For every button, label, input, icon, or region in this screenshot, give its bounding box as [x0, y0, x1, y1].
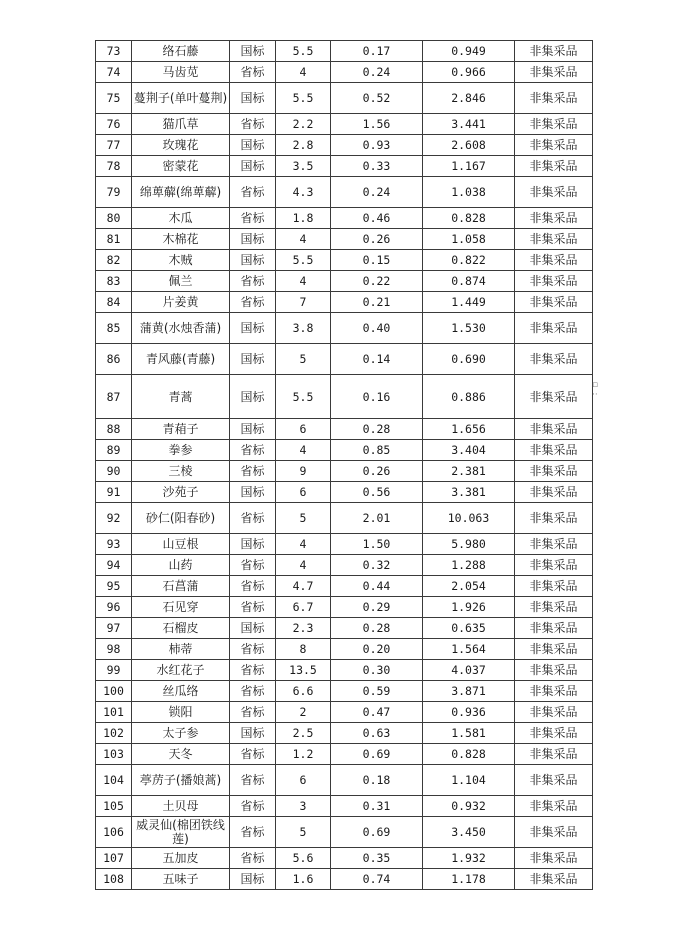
- value-a: 0.40: [331, 313, 423, 344]
- price-value: 4: [276, 534, 331, 555]
- row-number: 79: [96, 177, 132, 208]
- procurement-type: 非集采品: [515, 461, 593, 482]
- value-b: 0.690: [423, 344, 515, 375]
- procurement-type: 非集采品: [515, 344, 593, 375]
- price-value: 5: [276, 817, 331, 848]
- price-value: 1.8: [276, 208, 331, 229]
- price-value: 6.7: [276, 597, 331, 618]
- value-a: 0.85: [331, 440, 423, 461]
- standard-type: 省标: [230, 503, 276, 534]
- procurement-type: 非集采品: [515, 292, 593, 313]
- value-a: 0.46: [331, 208, 423, 229]
- value-a: 0.29: [331, 597, 423, 618]
- procurement-type: 非集采品: [515, 597, 593, 618]
- row-number: 83: [96, 271, 132, 292]
- table-row: [96, 250, 593, 271]
- price-value: 5.5: [276, 83, 331, 114]
- standard-type: 国标: [230, 618, 276, 639]
- standard-type: 省标: [230, 292, 276, 313]
- value-a: 0.74: [331, 869, 423, 890]
- standard-type: 省标: [230, 62, 276, 83]
- table-row: [96, 555, 593, 576]
- value-b: 0.932: [423, 796, 515, 817]
- price-value: 2.8: [276, 135, 331, 156]
- procurement-type: 非集采品: [515, 639, 593, 660]
- price-value: 4: [276, 555, 331, 576]
- price-value: 4: [276, 440, 331, 461]
- price-value: 5.5: [276, 41, 331, 62]
- row-number: 90: [96, 461, 132, 482]
- standard-type: 省标: [230, 555, 276, 576]
- row-number: 82: [96, 250, 132, 271]
- herb-name: 青风藤(青藤): [132, 344, 230, 375]
- value-a: 0.24: [331, 62, 423, 83]
- herb-name: 三棱: [132, 461, 230, 482]
- value-a: 0.30: [331, 660, 423, 681]
- procurement-type: 非集采品: [515, 313, 593, 344]
- value-a: 0.16: [331, 375, 423, 419]
- value-b: 1.932: [423, 848, 515, 869]
- herb-name: 威灵仙(棉团铁线莲): [132, 817, 230, 848]
- herb-name: 马齿苋: [132, 62, 230, 83]
- herb-name: 拳参: [132, 440, 230, 461]
- price-value: 4: [276, 229, 331, 250]
- procurement-type: 非集采品: [515, 869, 593, 890]
- row-number: 86: [96, 344, 132, 375]
- standard-type: 国标: [230, 723, 276, 744]
- table-row: [96, 848, 593, 869]
- value-b: 1.449: [423, 292, 515, 313]
- standard-type: 省标: [230, 440, 276, 461]
- table-row: [96, 503, 593, 534]
- value-b: 3.871: [423, 681, 515, 702]
- herb-name: 锁阳: [132, 702, 230, 723]
- standard-type: 省标: [230, 639, 276, 660]
- standard-type: 国标: [230, 482, 276, 503]
- procurement-type: 非集采品: [515, 744, 593, 765]
- herb-name: 石见穿: [132, 597, 230, 618]
- table-row: [96, 681, 593, 702]
- value-b: 5.980: [423, 534, 515, 555]
- value-b: 1.656: [423, 419, 515, 440]
- standard-type: 国标: [230, 135, 276, 156]
- value-a: 0.22: [331, 271, 423, 292]
- value-b: 0.822: [423, 250, 515, 271]
- price-value: 6: [276, 419, 331, 440]
- row-number: 92: [96, 503, 132, 534]
- row-number: 101: [96, 702, 132, 723]
- table-row: [96, 796, 593, 817]
- table-row: [96, 660, 593, 681]
- standard-type: 国标: [230, 534, 276, 555]
- value-b: 1.038: [423, 177, 515, 208]
- price-value: 7: [276, 292, 331, 313]
- value-b: 2.846: [423, 83, 515, 114]
- procurement-type: 非集采品: [515, 135, 593, 156]
- table-row: [96, 597, 593, 618]
- value-a: 0.52: [331, 83, 423, 114]
- procurement-type: 非集采品: [515, 156, 593, 177]
- herb-price-table: [95, 40, 593, 890]
- herb-name: 山豆根: [132, 534, 230, 555]
- row-number: 99: [96, 660, 132, 681]
- procurement-type: 非集采品: [515, 41, 593, 62]
- row-number: 88: [96, 419, 132, 440]
- value-b: 0.936: [423, 702, 515, 723]
- table-row: [96, 177, 593, 208]
- price-value: 5.5: [276, 375, 331, 419]
- procurement-type: 非集采品: [515, 681, 593, 702]
- row-number: 102: [96, 723, 132, 744]
- value-a: 0.15: [331, 250, 423, 271]
- value-a: 0.28: [331, 618, 423, 639]
- procurement-type: 非集采品: [515, 83, 593, 114]
- procurement-type: 非集采品: [515, 660, 593, 681]
- value-b: 1.530: [423, 313, 515, 344]
- row-number: 94: [96, 555, 132, 576]
- price-value: 1.6: [276, 869, 331, 890]
- value-a: 0.26: [331, 229, 423, 250]
- row-number: 98: [96, 639, 132, 660]
- procurement-type: 非集采品: [515, 375, 593, 419]
- value-a: 0.32: [331, 555, 423, 576]
- herb-name: 山药: [132, 555, 230, 576]
- price-value: 2.2: [276, 114, 331, 135]
- value-a: 0.20: [331, 639, 423, 660]
- price-value: 6: [276, 482, 331, 503]
- procurement-type: 非集采品: [515, 817, 593, 848]
- herb-name: 绵萆薢(绵萆薢): [132, 177, 230, 208]
- value-b: 2.608: [423, 135, 515, 156]
- table-row: [96, 62, 593, 83]
- price-value: 5.5: [276, 250, 331, 271]
- herb-name: 五味子: [132, 869, 230, 890]
- row-number: 93: [96, 534, 132, 555]
- row-number: 106: [96, 817, 132, 848]
- row-number: 73: [96, 41, 132, 62]
- price-value: 5: [276, 344, 331, 375]
- standard-type: 国标: [230, 83, 276, 114]
- table-row: [96, 375, 593, 419]
- value-a: 0.24: [331, 177, 423, 208]
- row-number: 97: [96, 618, 132, 639]
- herb-name: 沙苑子: [132, 482, 230, 503]
- procurement-type: 非集采品: [515, 229, 593, 250]
- value-b: 3.450: [423, 817, 515, 848]
- row-number: 84: [96, 292, 132, 313]
- row-number: 81: [96, 229, 132, 250]
- value-b: 1.167: [423, 156, 515, 177]
- table-row: [96, 702, 593, 723]
- price-value: 4: [276, 62, 331, 83]
- procurement-type: 非集采品: [515, 765, 593, 796]
- value-a: 0.44: [331, 576, 423, 597]
- standard-type: 国标: [230, 313, 276, 344]
- herb-name: 佩兰: [132, 271, 230, 292]
- procurement-type: 非集采品: [515, 618, 593, 639]
- standard-type: 国标: [230, 375, 276, 419]
- row-number: 91: [96, 482, 132, 503]
- row-number: 78: [96, 156, 132, 177]
- row-number: 108: [96, 869, 132, 890]
- value-a: 0.56: [331, 482, 423, 503]
- table-row: [96, 229, 593, 250]
- value-b: 0.828: [423, 744, 515, 765]
- procurement-type: 非集采品: [515, 723, 593, 744]
- standard-type: 省标: [230, 681, 276, 702]
- value-a: 0.93: [331, 135, 423, 156]
- standard-type: 省标: [230, 817, 276, 848]
- value-b: 0.828: [423, 208, 515, 229]
- value-a: 0.17: [331, 41, 423, 62]
- value-a: 0.59: [331, 681, 423, 702]
- herb-name: 柿蒂: [132, 639, 230, 660]
- standard-type: 省标: [230, 461, 276, 482]
- table-row: [96, 765, 593, 796]
- standard-type: 国标: [230, 229, 276, 250]
- table-row: [96, 723, 593, 744]
- standard-type: 省标: [230, 597, 276, 618]
- price-value: 13.5: [276, 660, 331, 681]
- price-value: 4.3: [276, 177, 331, 208]
- row-number: 107: [96, 848, 132, 869]
- table-row: [96, 576, 593, 597]
- procurement-type: 非集采品: [515, 114, 593, 135]
- value-b: 1.926: [423, 597, 515, 618]
- herb-name: 水红花子: [132, 660, 230, 681]
- value-a: 0.35: [331, 848, 423, 869]
- value-b: 0.886: [423, 375, 515, 419]
- herb-name: 五加皮: [132, 848, 230, 869]
- herb-name: 丝瓜络: [132, 681, 230, 702]
- herb-name: 木瓜: [132, 208, 230, 229]
- table-row: [96, 135, 593, 156]
- value-b: 4.037: [423, 660, 515, 681]
- row-number: 85: [96, 313, 132, 344]
- price-value: 9: [276, 461, 331, 482]
- value-a: 0.26: [331, 461, 423, 482]
- value-a: 0.31: [331, 796, 423, 817]
- procurement-type: 非集采品: [515, 271, 593, 292]
- row-number: 95: [96, 576, 132, 597]
- herb-name: 青蒿: [132, 375, 230, 419]
- price-value: 2.3: [276, 618, 331, 639]
- value-b: 1.564: [423, 639, 515, 660]
- value-b: 1.104: [423, 765, 515, 796]
- herb-name: 砂仁(阳春砂): [132, 503, 230, 534]
- value-b: 1.288: [423, 555, 515, 576]
- table-row: [96, 639, 593, 660]
- value-a: 0.69: [331, 817, 423, 848]
- herb-name: 络石藤: [132, 41, 230, 62]
- value-a: 0.69: [331, 744, 423, 765]
- standard-type: 省标: [230, 744, 276, 765]
- table-row: [96, 817, 593, 848]
- herb-name: 葶苈子(播娘蒿): [132, 765, 230, 796]
- procurement-type: 非集采品: [515, 482, 593, 503]
- price-value: 1.2: [276, 744, 331, 765]
- value-b: 3.404: [423, 440, 515, 461]
- herb-name: 石菖蒲: [132, 576, 230, 597]
- herb-name: 木棉花: [132, 229, 230, 250]
- value-b: 3.441: [423, 114, 515, 135]
- price-value: 3.5: [276, 156, 331, 177]
- standard-type: 省标: [230, 208, 276, 229]
- value-a: 1.50: [331, 534, 423, 555]
- price-value: 8: [276, 639, 331, 660]
- table-row: [96, 208, 593, 229]
- herb-name: 片姜黄: [132, 292, 230, 313]
- table-row: [96, 461, 593, 482]
- value-a: 0.63: [331, 723, 423, 744]
- value-b: 2.054: [423, 576, 515, 597]
- scan-edge-mark: ▫ ··: [592, 380, 599, 400]
- value-a: 0.21: [331, 292, 423, 313]
- standard-type: 国标: [230, 41, 276, 62]
- price-value: 4.7: [276, 576, 331, 597]
- value-b: 0.966: [423, 62, 515, 83]
- row-number: 89: [96, 440, 132, 461]
- value-b: 3.381: [423, 482, 515, 503]
- value-a: 0.18: [331, 765, 423, 796]
- price-value: 6: [276, 765, 331, 796]
- value-b: 10.063: [423, 503, 515, 534]
- row-number: 96: [96, 597, 132, 618]
- standard-type: 国标: [230, 250, 276, 271]
- standard-type: 国标: [230, 156, 276, 177]
- standard-type: 省标: [230, 702, 276, 723]
- table-row: [96, 618, 593, 639]
- table-row: [96, 440, 593, 461]
- standard-type: 国标: [230, 419, 276, 440]
- procurement-type: 非集采品: [515, 62, 593, 83]
- row-number: 87: [96, 375, 132, 419]
- procurement-type: 非集采品: [515, 555, 593, 576]
- value-a: 0.33: [331, 156, 423, 177]
- table-row: [96, 869, 593, 890]
- table-row: [96, 419, 593, 440]
- table-row: [96, 482, 593, 503]
- procurement-type: 非集采品: [515, 208, 593, 229]
- table-row: [96, 271, 593, 292]
- table-row: [96, 83, 593, 114]
- procurement-type: 非集采品: [515, 534, 593, 555]
- value-b: 0.874: [423, 271, 515, 292]
- price-value: 3: [276, 796, 331, 817]
- price-value: 3.8: [276, 313, 331, 344]
- value-a: 0.47: [331, 702, 423, 723]
- row-number: 104: [96, 765, 132, 796]
- table-body: [96, 41, 593, 890]
- herb-name: 土贝母: [132, 796, 230, 817]
- value-a: 0.28: [331, 419, 423, 440]
- table-row: [96, 534, 593, 555]
- standard-type: 省标: [230, 271, 276, 292]
- value-b: 0.949: [423, 41, 515, 62]
- row-number: 77: [96, 135, 132, 156]
- value-b: 1.058: [423, 229, 515, 250]
- value-b: 2.381: [423, 461, 515, 482]
- row-number: 103: [96, 744, 132, 765]
- value-b: 1.178: [423, 869, 515, 890]
- row-number: 76: [96, 114, 132, 135]
- herb-name: 石榴皮: [132, 618, 230, 639]
- table-row: [96, 313, 593, 344]
- standard-type: 省标: [230, 765, 276, 796]
- table-row: [96, 344, 593, 375]
- herb-name: 蔓荆子(单叶蔓荆): [132, 83, 230, 114]
- procurement-type: 非集采品: [515, 250, 593, 271]
- herb-name: 玫瑰花: [132, 135, 230, 156]
- procurement-type: 非集采品: [515, 440, 593, 461]
- price-value: 2.5: [276, 723, 331, 744]
- procurement-type: 非集采品: [515, 702, 593, 723]
- herb-name: 密蒙花: [132, 156, 230, 177]
- table-row: [96, 744, 593, 765]
- row-number: 74: [96, 62, 132, 83]
- procurement-type: 非集采品: [515, 177, 593, 208]
- table-row: [96, 156, 593, 177]
- herb-name: 猫爪草: [132, 114, 230, 135]
- standard-type: 省标: [230, 177, 276, 208]
- procurement-type: 非集采品: [515, 796, 593, 817]
- table-row: [96, 114, 593, 135]
- herb-name: 木贼: [132, 250, 230, 271]
- row-number: 80: [96, 208, 132, 229]
- herb-name: 蒲黄(水烛香蒲): [132, 313, 230, 344]
- value-a: 2.01: [331, 503, 423, 534]
- value-a: 0.14: [331, 344, 423, 375]
- row-number: 100: [96, 681, 132, 702]
- procurement-type: 非集采品: [515, 419, 593, 440]
- herb-name: 天冬: [132, 744, 230, 765]
- herb-name: 青葙子: [132, 419, 230, 440]
- table-row: [96, 41, 593, 62]
- procurement-type: 非集采品: [515, 503, 593, 534]
- value-b: 0.635: [423, 618, 515, 639]
- price-value: 5.6: [276, 848, 331, 869]
- procurement-type: 非集采品: [515, 576, 593, 597]
- value-b: 1.581: [423, 723, 515, 744]
- standard-type: 省标: [230, 576, 276, 597]
- standard-type: 省标: [230, 660, 276, 681]
- row-number: 105: [96, 796, 132, 817]
- standard-type: 省标: [230, 796, 276, 817]
- procurement-type: 非集采品: [515, 848, 593, 869]
- row-number: 75: [96, 83, 132, 114]
- price-value: 5: [276, 503, 331, 534]
- standard-type: 省标: [230, 848, 276, 869]
- standard-type: 国标: [230, 344, 276, 375]
- herb-name: 太子参: [132, 723, 230, 744]
- price-value: 6.6: [276, 681, 331, 702]
- price-value: 4: [276, 271, 331, 292]
- value-a: 1.56: [331, 114, 423, 135]
- price-value: 2: [276, 702, 331, 723]
- standard-type: 省标: [230, 114, 276, 135]
- table-row: [96, 292, 593, 313]
- standard-type: 国标: [230, 869, 276, 890]
